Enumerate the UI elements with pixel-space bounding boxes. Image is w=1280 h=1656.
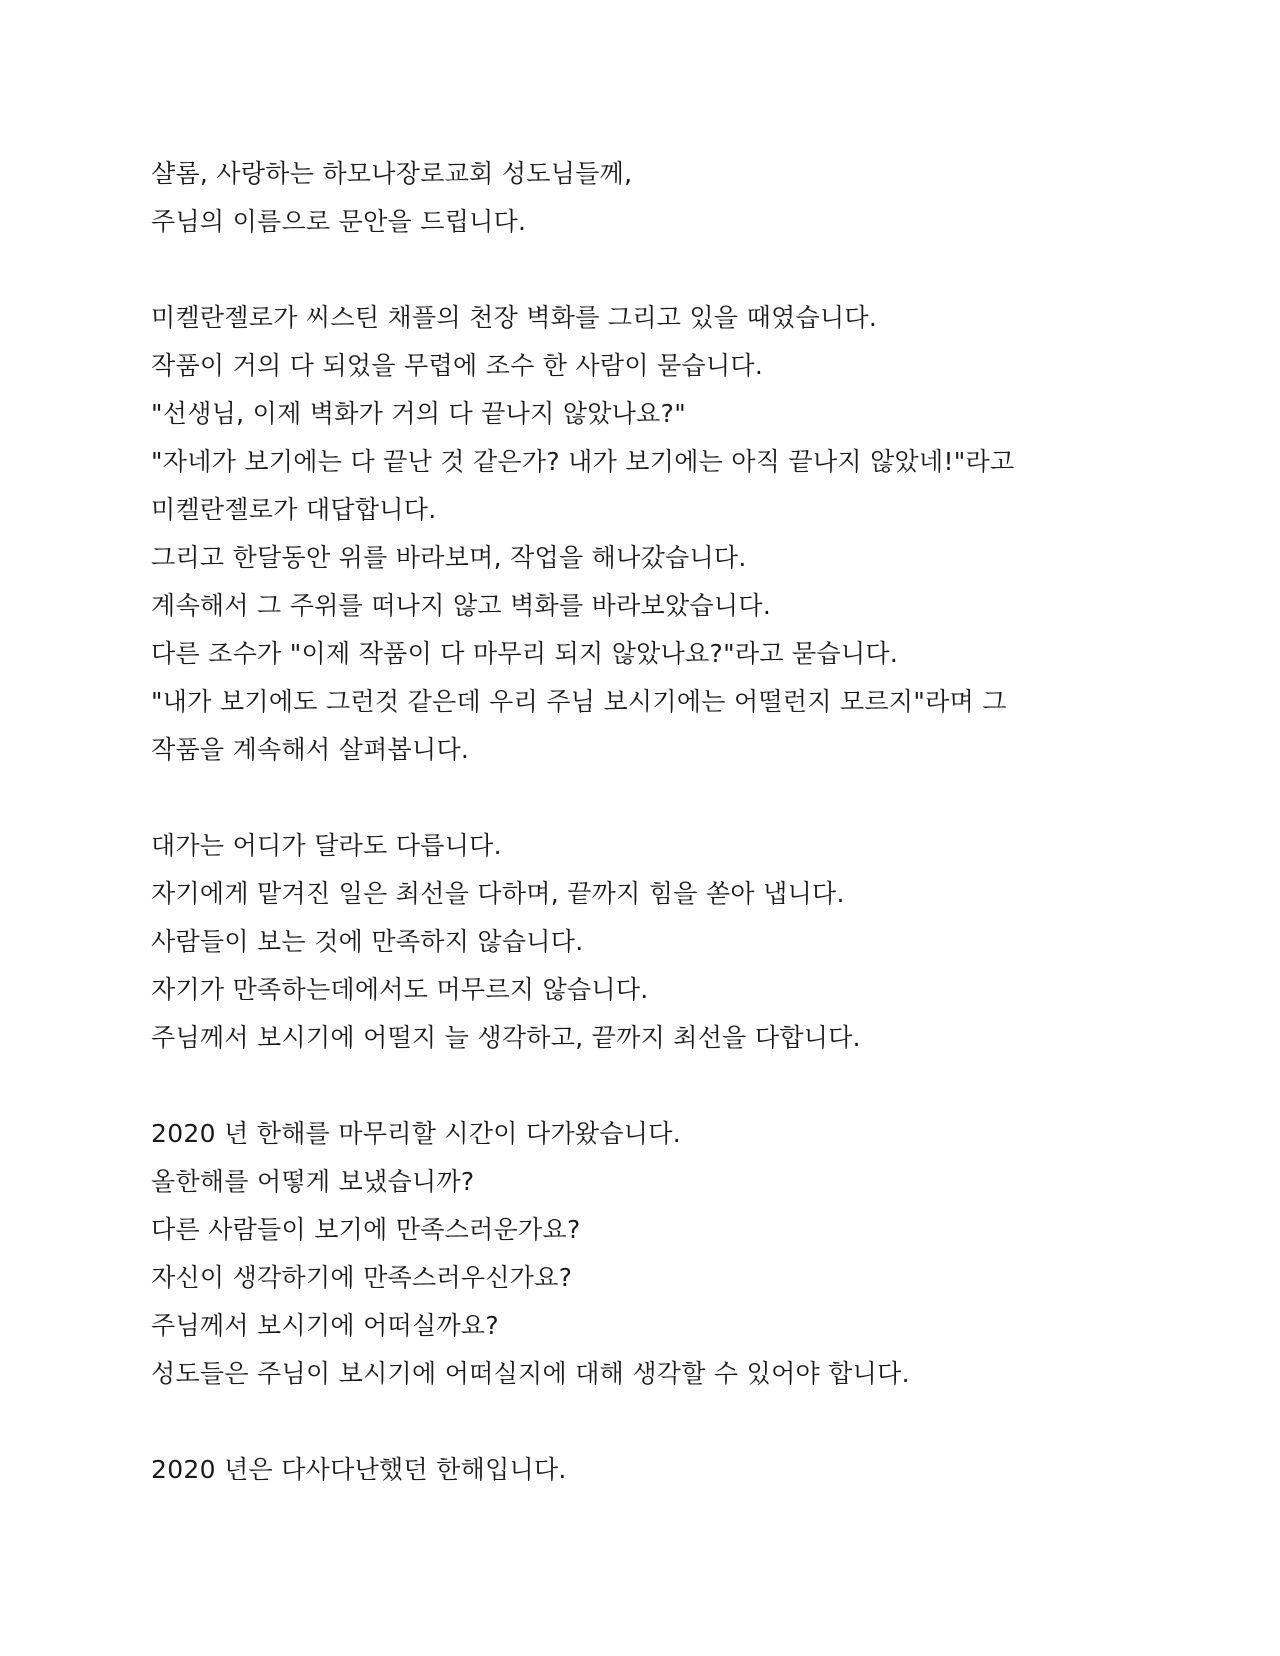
text-line: 미켈란젤로가 씨스틴 채플의 천장 벽화를 그리고 있을 때였습니다. [151, 303, 878, 332]
text-line: 주님께서 보시기에 어떠실까요? [151, 1311, 499, 1340]
text-line: "선생님, 이제 벽화가 거의 다 끝나지 않았나요?" [151, 399, 686, 428]
text-line: 샬롬, 사랑하는 하모나장로교회 성도님들께, [151, 159, 633, 188]
text-line: 다른 사람들이 보기에 만족스러운가요? [151, 1215, 581, 1244]
paragraph-michelangelo-story [151, 294, 1151, 774]
text-line: 올한해를 어떻게 보냈습니까? [151, 1167, 475, 1196]
text-line: 2020 년 한해를 마무리할 시간이 다가왔습니다. [151, 1119, 681, 1148]
text-line: "내가 보기에도 그런것 같은데 우리 주님 보시기에는 어떨런지 모르지"라며 그 [151, 687, 1007, 716]
text-line: 대가는 어디가 달라도 다릅니다. [151, 831, 502, 860]
text-line: 사람들이 보는 것에 만족하지 않습니다. [151, 927, 584, 956]
text-line: 자기가 만족하는데에서도 머무르지 않습니다. [151, 975, 649, 1004]
text-line: 미켈란젤로가 대답합니다. [151, 495, 437, 524]
text-line: 자신이 생각하기에 만족스러우신가요? [151, 1263, 573, 1292]
text-line: 자기에게 맡겨진 일은 최선을 다하며, 끝까지 힘을 쏟아 냅니다. [151, 879, 845, 908]
text-line: 작품을 계속해서 살펴봅니다. [151, 735, 470, 764]
text-line: 작품이 거의 다 되었을 무렵에 조수 한 사람이 묻습니다. [151, 351, 764, 380]
text-line: 성도들은 주님이 보시기에 어떠실지에 대해 생각할 수 있어야 합니다. [151, 1359, 910, 1388]
paragraph-year-end-questions [151, 1110, 1151, 1398]
text-line: 주님께서 보시기에 어떨지 늘 생각하고, 끝까지 최선을 다합니다. [151, 1023, 861, 1052]
text-line: 주님의 이름으로 문안을 드립니다. [151, 207, 527, 236]
text-line: 2020 년은 다사다난했던 한해입니다. [151, 1455, 567, 1484]
text-line: 다른 조수가 "이제 작품이 다 마무리 되지 않았나요?"라고 묻습니다. [151, 639, 899, 668]
text-line: 계속해서 그 주위를 떠나지 않고 벽화를 바라보았습니다. [151, 591, 772, 620]
text-line: "자네가 보기에는 다 끝난 것 같은가? 내가 보기에는 아직 끝나지 않았네!"라고 [151, 447, 1015, 476]
paragraph-greeting [151, 150, 1151, 246]
letter-body [151, 150, 1151, 1542]
paragraph-master-reflection [151, 822, 1151, 1062]
paragraph-closing [151, 1446, 1151, 1494]
text-line: 그리고 한달동안 위를 바라보며, 작업을 해나갔습니다. [151, 543, 747, 572]
